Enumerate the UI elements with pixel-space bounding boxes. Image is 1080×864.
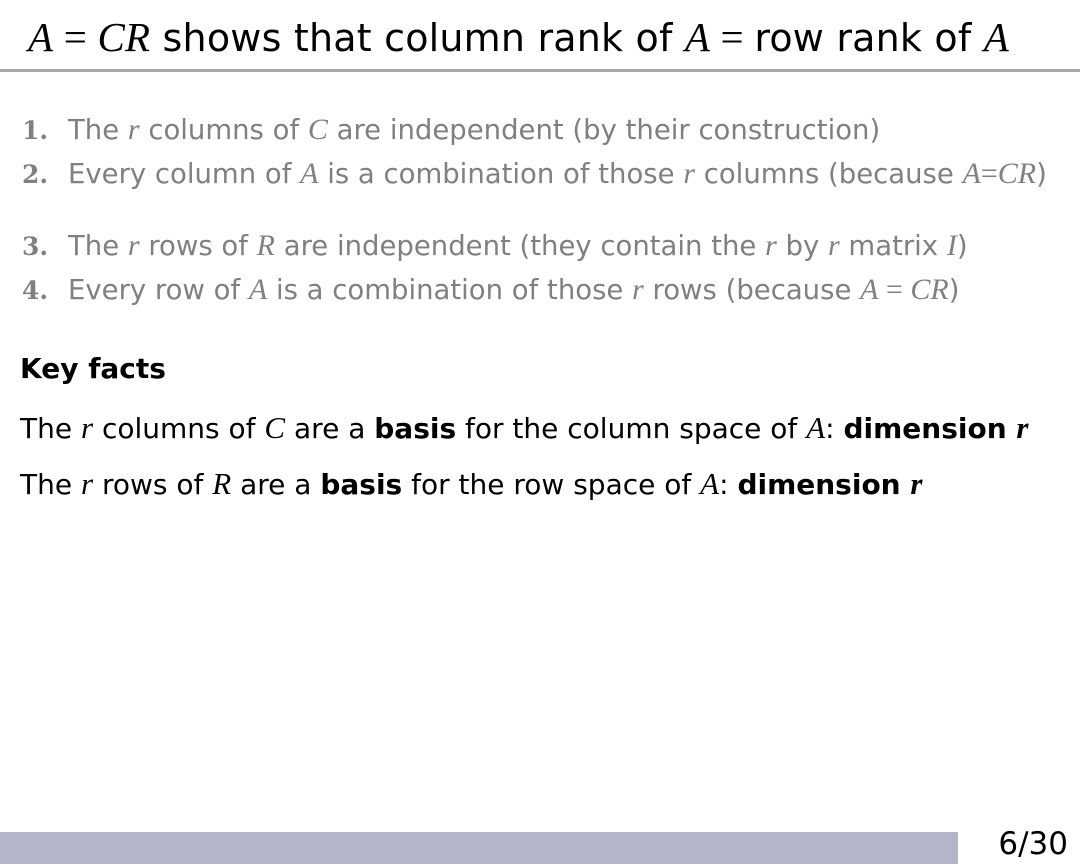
fact-math: r bbox=[80, 466, 94, 501]
fact-text: for the row space of bbox=[402, 468, 701, 501]
title-equals: = bbox=[53, 14, 98, 60]
item-text: columns (because bbox=[695, 158, 963, 190]
item-text: rows (because bbox=[643, 274, 861, 306]
item-math: R bbox=[256, 229, 275, 262]
footer-progress-bar bbox=[0, 832, 958, 864]
key-facts-heading: Key facts bbox=[20, 352, 166, 385]
page-number: 6/30 bbox=[998, 826, 1068, 862]
fact-text: : bbox=[825, 412, 844, 445]
item-math: I bbox=[946, 229, 957, 262]
title-math-cr: CR bbox=[97, 14, 151, 60]
item-text: The bbox=[68, 230, 128, 262]
fact-text: rows of bbox=[93, 468, 213, 501]
list-item bbox=[22, 226, 968, 266]
title-math-a: A bbox=[983, 14, 1009, 60]
item-math: CR bbox=[910, 273, 949, 306]
item-math: r bbox=[127, 229, 140, 262]
item-math: CR bbox=[997, 157, 1037, 190]
fact-text: are a bbox=[285, 412, 375, 445]
item-text: ) bbox=[956, 230, 968, 262]
item-text: is a combination of those bbox=[267, 274, 633, 306]
item-text: ) bbox=[948, 274, 960, 306]
list-item-number: 2. bbox=[22, 160, 49, 189]
fact-bold-math: r bbox=[1016, 410, 1029, 445]
item-math: r bbox=[765, 229, 777, 262]
key-fact-columns bbox=[20, 408, 1028, 449]
title-text-part: shows that column rank of bbox=[150, 16, 685, 60]
slide-title-bar bbox=[0, 0, 1080, 72]
item-text: by bbox=[776, 230, 828, 262]
item-equals: = bbox=[980, 157, 998, 190]
fact-bold-math: r bbox=[910, 466, 923, 501]
list-item-number: 1. bbox=[22, 116, 49, 145]
title-math-a: A bbox=[28, 14, 54, 60]
item-math: A bbox=[962, 157, 981, 190]
fact-text: for the column space of bbox=[456, 412, 807, 445]
list-item bbox=[22, 270, 959, 310]
fact-bold-basis: basis bbox=[320, 468, 403, 501]
list-item bbox=[22, 110, 880, 150]
item-text: columns of bbox=[139, 114, 308, 146]
slide-title bbox=[28, 12, 1009, 63]
fact-bold-basis: basis bbox=[374, 412, 457, 445]
list-item bbox=[22, 154, 1047, 194]
item-text: The bbox=[68, 114, 128, 146]
item-text: is a combination of those bbox=[318, 158, 684, 190]
fact-math: R bbox=[212, 466, 232, 501]
title-equals: = bbox=[710, 14, 755, 60]
item-text: rows of bbox=[139, 230, 257, 262]
fact-math: A bbox=[700, 466, 720, 501]
title-math-a: A bbox=[684, 14, 711, 60]
fact-text: : bbox=[719, 468, 738, 501]
list-item-number: 3. bbox=[22, 232, 49, 261]
item-text: are independent (by their construction) bbox=[327, 114, 881, 146]
item-math: C bbox=[307, 113, 328, 146]
fact-text: The bbox=[20, 468, 81, 501]
item-text: matrix bbox=[839, 230, 947, 262]
item-math: r bbox=[828, 229, 840, 262]
title-text-part: row rank of bbox=[754, 16, 984, 60]
item-math: A bbox=[248, 273, 268, 306]
item-math: r bbox=[683, 157, 695, 190]
item-text: ) bbox=[1036, 158, 1047, 190]
fact-text: The bbox=[20, 412, 81, 445]
item-math: A bbox=[300, 157, 319, 190]
list-item-number: 4. bbox=[22, 276, 49, 305]
item-text: Every row of bbox=[68, 274, 249, 306]
item-text: Every column of bbox=[68, 158, 301, 190]
fact-bold-dimension: dimension bbox=[843, 412, 1017, 445]
fact-bold-dimension: dimension bbox=[737, 468, 911, 501]
item-math: A bbox=[860, 273, 879, 306]
key-fact-rows bbox=[20, 464, 922, 505]
item-equals: = bbox=[878, 273, 911, 306]
item-math: r bbox=[127, 113, 140, 146]
item-text: are independent (they contain the bbox=[274, 230, 766, 262]
item-math: r bbox=[632, 273, 644, 306]
fact-math: r bbox=[80, 410, 94, 445]
fact-math: C bbox=[264, 410, 286, 445]
fact-text: are a bbox=[231, 468, 321, 501]
fact-math: A bbox=[806, 410, 826, 445]
fact-text: columns of bbox=[93, 412, 265, 445]
